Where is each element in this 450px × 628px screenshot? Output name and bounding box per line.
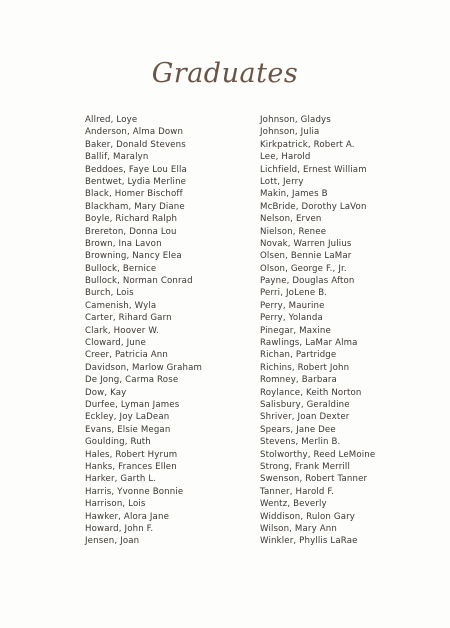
graduate-name: Salisbury, Geraldine bbox=[260, 399, 350, 410]
graduate-name: Perry, Yolanda bbox=[260, 313, 323, 324]
page-title: Graduates bbox=[151, 58, 299, 89]
graduate-name: Anderson, Alma Down bbox=[85, 127, 184, 138]
graduate-name: Rawlings, LaMar Alma bbox=[260, 338, 358, 349]
graduate-name: Perri, JoLene B. bbox=[260, 288, 328, 299]
graduate-name: Blackham, Mary Diane bbox=[85, 201, 185, 212]
graduate-name: Cloward, June bbox=[85, 338, 146, 349]
graduate-name: Widdison, Rulon Gary bbox=[260, 511, 356, 522]
graduate-name: De Jong, Carma Rose bbox=[85, 375, 179, 386]
graduate-name: Johnson, Gladys bbox=[260, 115, 331, 125]
graduate-name: Browning, Nancy Elea bbox=[85, 251, 182, 262]
graduate-name: Stolworthy, Reed LeMoine bbox=[260, 449, 376, 460]
graduate-name: Strong, Frank Merrill bbox=[260, 461, 350, 472]
graduate-name: Evans, Elsie Megan bbox=[85, 424, 171, 435]
graduate-name: Stevens, Merlin B. bbox=[260, 437, 341, 448]
graduate-name: Baker, Donald Stevens bbox=[85, 139, 186, 150]
graduate-name: Lott, Jerry bbox=[260, 176, 304, 187]
graduate-name: Olsen, Bennie LaMar bbox=[260, 251, 352, 262]
graduate-name: Dow, Kay bbox=[85, 387, 127, 398]
graduate-name: Jensen, Joan bbox=[85, 536, 140, 547]
graduate-name: Hanks, Frances Ellen bbox=[85, 461, 177, 472]
graduate-name: Harker, Garth L. bbox=[85, 474, 157, 485]
graduate-name: Novak, Warren Julius bbox=[260, 238, 352, 249]
graduate-name: Wentz, Beverly bbox=[260, 499, 327, 510]
graduate-name: Makin, James B bbox=[260, 189, 328, 200]
graduate-name: Lichfield, Ernest William bbox=[260, 164, 367, 175]
graduate-name: Hales, Robert Hyrum bbox=[85, 449, 178, 460]
graduate-name: Kirkpatrick, Robert A. bbox=[260, 139, 355, 150]
graduate-name: Goulding, Ruth bbox=[85, 437, 151, 448]
graduate-name: Brown, Ina Lavon bbox=[85, 238, 162, 249]
graduate-name: Carter, Rihard Garn bbox=[85, 313, 172, 324]
graduate-name: Creer, Patricia Ann bbox=[85, 350, 169, 361]
graduate-name: Olson, George F., Jr. bbox=[260, 263, 347, 274]
graduate-name: Eckley, Joy LaDean bbox=[85, 412, 170, 423]
graduate-name: Davidson, Marlow Graham bbox=[85, 362, 203, 373]
graduate-name: Tanner, Harold F. bbox=[260, 486, 335, 497]
graduate-name: Howard, John F. bbox=[85, 523, 154, 534]
graduate-name: Spears, Jane Dee bbox=[260, 424, 336, 435]
graduate-name: Swenson, Robert Tanner bbox=[260, 474, 368, 485]
graduate-name: Camenish, Wyla bbox=[85, 300, 157, 311]
graduates-column-right bbox=[260, 114, 440, 548]
graduate-name: Black, Homer Bischoff bbox=[85, 189, 183, 200]
graduate-name: Richan, Partridge bbox=[260, 350, 337, 361]
graduates-column-left bbox=[85, 114, 250, 548]
graduate-name: Romney, Barbara bbox=[260, 375, 337, 386]
graduate-name: Roylance, Keith Norton bbox=[260, 387, 362, 398]
graduate-name: Pinegar, Maxine bbox=[260, 325, 331, 336]
graduate-name: Winkler, Phyllis LaRae bbox=[260, 536, 358, 547]
graduate-name: Boyle, Richard Ralph bbox=[85, 214, 178, 225]
graduate-name: Perry, Maurine bbox=[260, 300, 325, 311]
graduate-name: Bullock, Bernice bbox=[85, 263, 157, 274]
graduate-name: Richins, Robert John bbox=[260, 362, 350, 373]
graduate-name: Wilson, Mary Ann bbox=[260, 523, 337, 534]
graduate-name: Allred, Loye bbox=[85, 115, 138, 125]
graduate-name: Shriver, Joan Dexter bbox=[260, 412, 350, 423]
graduate-name: Johnson, Julia bbox=[260, 127, 320, 138]
graduate-name: Burch, Lois bbox=[85, 288, 134, 299]
graduate-name: Durfee, Lyman James bbox=[85, 399, 180, 410]
graduate-name: Bullock, Norman Conrad bbox=[85, 276, 193, 287]
graduate-name: Hawker, Alora Jane bbox=[85, 511, 170, 522]
graduate-name: Lee, Harold bbox=[260, 152, 311, 163]
graduate-name: Harrison, Lois bbox=[85, 499, 146, 510]
graduate-name: Bentwet, Lydia Merline bbox=[85, 176, 187, 187]
graduate-name: Payne, Douglas Afton bbox=[260, 276, 355, 287]
graduate-name: Ballif, Maralyn bbox=[85, 152, 149, 163]
graduate-name: Harris, Yvonne Bonnie bbox=[85, 486, 184, 497]
graduate-name: Beddoes, Faye Lou Ella bbox=[85, 164, 187, 175]
graduate-name: Clark, Hoover W. bbox=[85, 325, 159, 336]
graduate-name: McBride, Dorothy LaVon bbox=[260, 201, 367, 212]
graduate-name: Nelson, Erven bbox=[260, 214, 322, 225]
graduate-name: Brereton, Donna Lou bbox=[85, 226, 177, 237]
graduate-name: Nielson, Renee bbox=[260, 226, 327, 237]
